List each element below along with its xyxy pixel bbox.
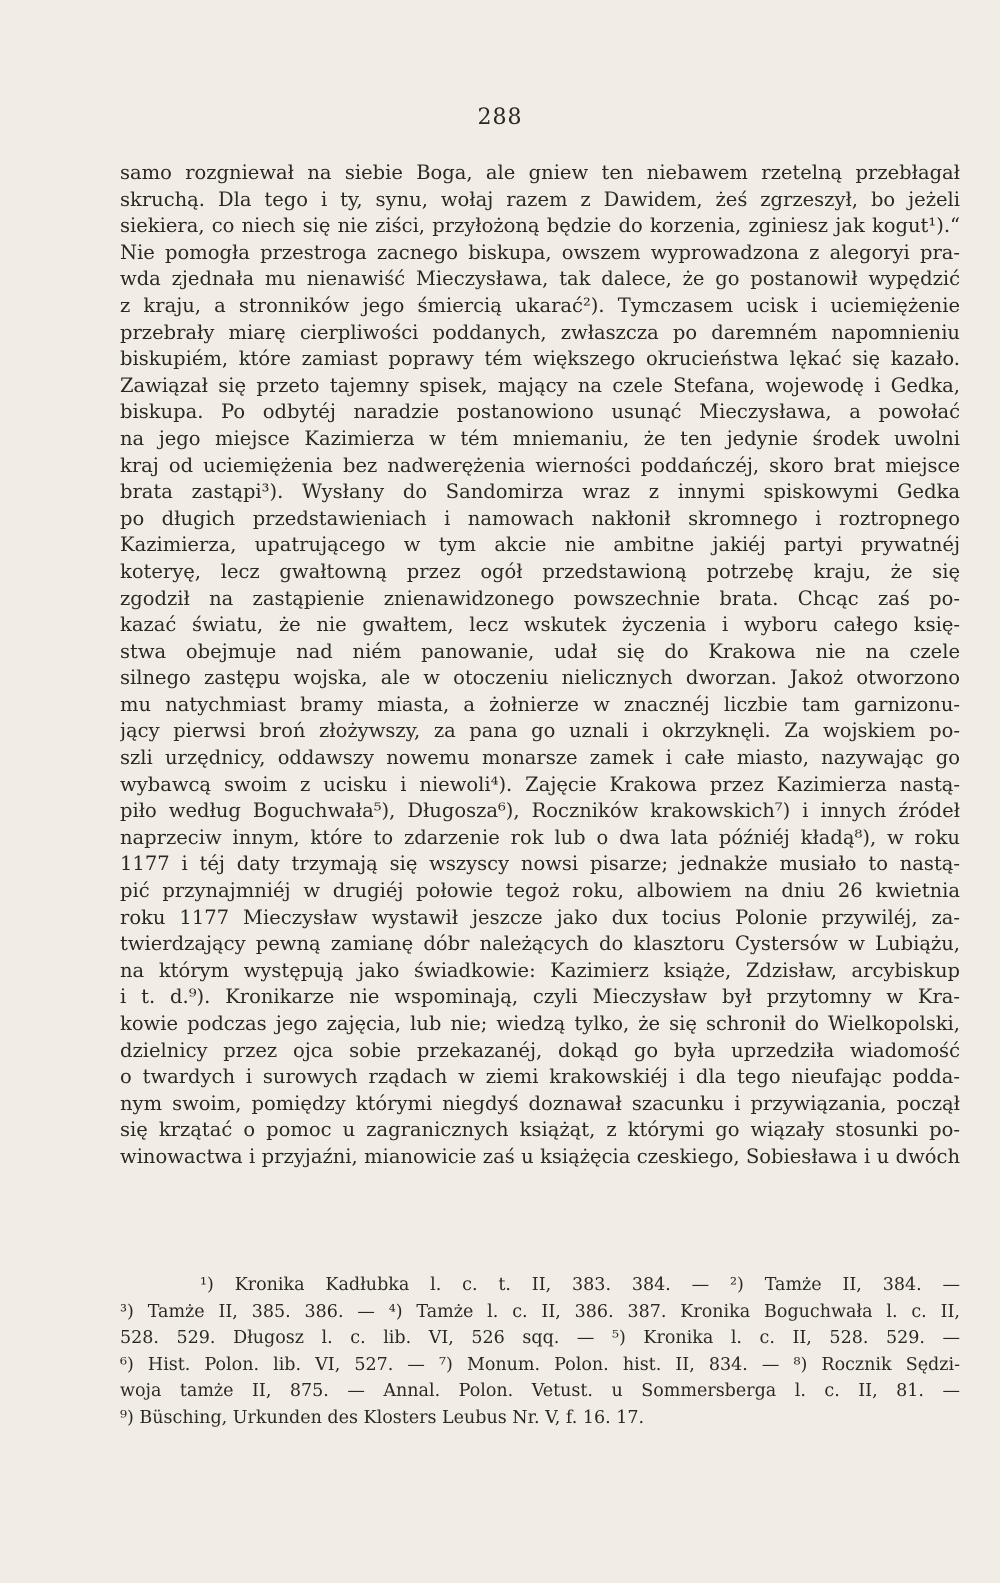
footnote-line: 528. 529. Długosz l. c. lib. VI, 526 sqq. — ⁵) Kronika l. c. II, 528. 529. —	[120, 1328, 960, 1348]
text-line: 1177 i téj daty trzymają się wszyscy nowsi pisarze; jednakże musiało to nastą-	[120, 852, 960, 876]
text-line: samo rozgniewał na siebie Boga, ale gniew ten niebawem rzetelną przebłagał	[120, 161, 960, 184]
text-line: kowie podczas jego zajęcia, lub nie; wiedzą tylko, że się schronił do Wielkopolski,	[120, 1012, 960, 1035]
text-line: na jego miejsce Kazimierza w tém mniemaniu, że ten jedynie środek uwolni	[120, 426, 960, 450]
text-line: mu natychmiast bramy miasta, a żołnierze w znacznéj liczbie tam garnizonu-	[120, 692, 960, 716]
footnote-line: ³) Tamże II, 385. 386. — ⁴) Tamże l. c. II, 386. 387. Kronika Boguchwała l. c. II,	[120, 1301, 960, 1322]
text-line: skruchą. Dla tego i ty, synu, wołaj razem z Dawidem, żeś zgrzeszył, bo jeżeli	[120, 187, 960, 211]
text-line: kazać światu, że nie gwałtem, lecz wskutek życzenia i wyboru całego księ-	[120, 613, 960, 637]
text-line: nym swoim, pomiędzy którymi niegdyś doznawał szacunku i przywiązania, począł	[120, 1091, 960, 1115]
text-line: z kraju, a stronników jego śmiercią ukarać²). Tymczasem ucisk i uciemiężenie	[120, 293, 960, 317]
text-line: stwa obejmuje nad niém panowanie, udał się do Krakowa nie na czele	[120, 639, 960, 663]
text-line: przebrały miarę cierpliwości poddanych, zwłaszcza po daremném napomnieniu	[120, 320, 960, 344]
text-line: wybawcą swoim z ucisku i niewoli⁴). Zajęcie Krakowa przez Kazimierza nastą-	[120, 772, 960, 796]
text-line: twierdzający pewną zamianę dóbr należących do klasztoru Cystersów w Lubiążu,	[120, 932, 960, 956]
text-line: silnego zastępu wojska, ale w otoczeniu nielicznych dworzan. Jakoż otworzono	[120, 666, 960, 690]
text-line: szli urzędnicy, oddawszy nowemu monarsze zamek i całe miasto, nazywając go	[120, 746, 960, 770]
text-line: koteryę, lecz gwałtowną przez ogół przedstawioną potrzebę kraju, że się	[120, 559, 960, 583]
text-line: Zawiązał się przeto tajemny spisek, mający na czele Stefana, wojewodę i Gedka,	[120, 373, 960, 397]
text-line: po długich przedstawieniach i namowach nakłonił skromnego i roztropnego	[120, 506, 960, 530]
text-line: naprzeciw innym, które to zdarzenie rok lub o dwa lata późniéj kładą⁸), w roku	[120, 825, 960, 849]
text-line: Kazimierza, upatrującego w tym akcie nie ambitne jakiéj partyi prywatnéj	[120, 533, 960, 557]
page-number: 288	[477, 105, 523, 130]
text-line: biskupiém, które zamiast poprawy tém większego okrucieństwa lękać się kazało.	[120, 347, 960, 371]
footnote-line: woja tamże II, 875. — Annal. Polon. Vetust. u Sommersberga l. c. II, 81. —	[120, 1381, 960, 1401]
text-line: zgodził na zastąpienie znienawidzonego powszechnie brata. Chcąc zaś po-	[120, 586, 960, 610]
text-line: się krzątać o pomoc u zagranicznych książąt, z którymi go wiązały stosunki po-	[120, 1118, 960, 1142]
text-line: jący pierwsi broń złożywszy, za pana go uznali i okrzyknęli. Za wojskiem po-	[120, 719, 960, 743]
footnote-line: ¹) Kronika Kadłubka l. c. t. II, 383. 384. — ²) Tamże II, 384. —	[200, 1275, 960, 1295]
text-line: biskupa. Po odbytéj naradzie postanowiono usunąć Mieczysława, a powołać	[120, 400, 960, 424]
footnote-line: ⁹) Büsching, Urkunden des Klosters Leubus Nr. V, f. 16. 17.	[120, 1407, 645, 1428]
text-line: piło według Boguchwała⁵), Długosza⁶), Roczników krakowskich⁷) i innych źródeł	[120, 799, 960, 823]
text-line: wda zjednała mu nienawiść Mieczysława, tak dalece, że go postanowił wypędzić	[120, 267, 960, 291]
text-line: i t. d.⁹). Kronikarze nie wspominają, czyli Mieczysław był przytomny w Kra-	[120, 985, 960, 1009]
text-line: siekiera, co niech się nie ziści, przyłożoną będzie do korzenia, zginiesz jak kogut¹).“	[120, 214, 960, 238]
text-line: winowactwa i przyjaźni, mianowicie zaś u książęcia czeskiego, Sobiesława i u dwóch	[120, 1144, 960, 1168]
footnotes	[120, 1272, 960, 1431]
text-line: kraj od uciemiężenia bez nadwerężenia wierności poddańczéj, skoro brat miejsce	[120, 453, 960, 477]
body-text	[120, 160, 960, 1171]
text-line: na którym występują jako świadkowie: Kazimierz książe, Zdzisław, arcybiskup	[120, 958, 960, 982]
text-line: dzielnicy przez ojca sobie przekazanéj, dokąd go była uprzedziła wiadomość	[120, 1038, 960, 1062]
text-line: o twardych i surowych rządach w ziemi krakowskiéj i dla tego nieufając podda-	[120, 1065, 960, 1089]
footnote-line: ⁶) Hist. Polon. lib. VI, 527. — ⁷) Monum. Polon. hist. II, 834. — ⁸) Rocznik Sędzi-	[120, 1354, 960, 1375]
text-line: brata zastąpi³). Wysłany do Sandomirza wraz z innymi spiskowymi Gedka	[120, 480, 960, 504]
text-line: pić przynajmniéj w drugiéj połowie tegoż roku, albowiem na dniu 26 kwietnia	[120, 879, 960, 903]
text-line: roku 1177 Mieczysław wystawił jeszcze jako dux tocius Polonie przywiléj, za-	[120, 905, 960, 929]
text-line: Nie pomogła przestroga zacnego biskupa, owszem wyprowadzona z alegoryi pra-	[120, 240, 960, 264]
